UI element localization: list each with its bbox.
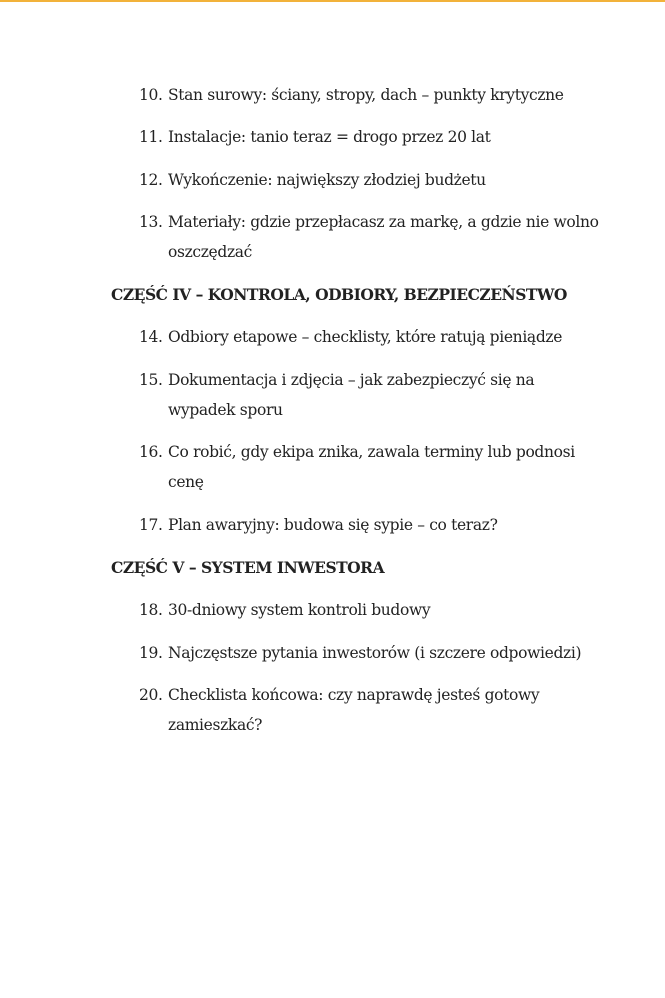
section-heading-part-5: CZĘŚĆ V – SYSTEM INWESTORA — [111, 558, 385, 577]
toc-item-number: 16. — [139, 443, 163, 461]
toc-item-number: 10. — [139, 86, 163, 104]
toc-item-text: Najczęstsze pytania inwestorów (i szczere odpowiedzi) — [168, 644, 582, 662]
toc-item-text: Plan awaryjny: budowa się sypie – co teraz? — [168, 516, 498, 534]
toc-item-text: Co robić, gdy ekipa znika, zawala terminy lub podnosi cenę — [168, 443, 575, 491]
toc-item-text: Odbiory etapowe – checklisty, które ratują pieniądze — [168, 328, 563, 346]
toc-item-number: 19. — [139, 644, 163, 662]
toc-item-text: Stan surowy: ściany, stropy, dach – punkty krytyczne — [168, 86, 564, 104]
toc-item-number: 13. — [139, 213, 163, 231]
toc-item-number: 15. — [139, 371, 163, 389]
toc-item-13 — [139, 207, 599, 267]
toc-item-text: Checklista końcowa: czy naprawdę jesteś gotowy zamieszkać? — [168, 686, 540, 734]
toc-item-text: Wykończenie: największy złodziej budżetu — [168, 171, 486, 189]
toc-item-text: Materiały: gdzie przepłacasz za markę, a gdzie nie wolno oszczędzać — [168, 213, 599, 261]
toc-item-20 — [139, 680, 599, 740]
toc-item-10 — [139, 80, 599, 110]
toc-item-11 — [139, 122, 599, 152]
toc-item-15 — [139, 365, 599, 425]
toc-item-18 — [139, 595, 599, 625]
toc-item-text: Dokumentacja i zdjęcia – jak zabezpieczyć się na wypadek sporu — [168, 371, 535, 419]
toc-item-text: Instalacje: tanio teraz = drogo przez 20 lat — [168, 128, 491, 146]
toc-item-number: 12. — [139, 171, 163, 189]
toc-item-number: 18. — [139, 601, 163, 619]
toc-item-number: 17. — [139, 516, 163, 534]
toc-item-number: 11. — [139, 128, 163, 146]
toc-item-14 — [139, 322, 599, 352]
toc-item-12 — [139, 165, 599, 195]
section-heading-part-4: CZĘŚĆ IV – KONTROLA, ODBIORY, BEZPIECZEŃSTWO — [111, 285, 567, 304]
toc-item-number: 14. — [139, 328, 163, 346]
top-accent-rule — [0, 0, 665, 2]
toc-item-19 — [139, 638, 599, 668]
toc-item-number: 20. — [139, 686, 163, 704]
toc-item-text: 30-dniowy system kontroli budowy — [168, 601, 431, 619]
toc-item-17 — [139, 510, 599, 540]
toc-item-16 — [139, 437, 599, 497]
